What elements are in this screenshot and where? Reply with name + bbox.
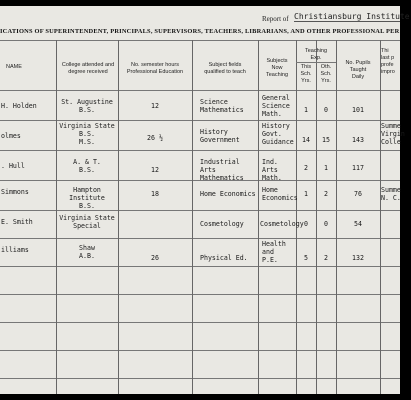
table-row-this-sch: 0 bbox=[304, 220, 308, 228]
rule bbox=[0, 266, 400, 267]
table-row-name: olmes bbox=[1, 132, 21, 140]
table-row-name: . Hull bbox=[1, 162, 25, 170]
school-name: Christiansburg Institute bbox=[294, 12, 410, 21]
exp-header-rule bbox=[296, 62, 336, 63]
rule bbox=[0, 378, 400, 379]
table-row-oth-sch: 2 bbox=[324, 254, 328, 262]
table-row-this-sch: 2 bbox=[304, 164, 308, 172]
table-row-college: Virginia State Special bbox=[59, 214, 115, 230]
column-divider bbox=[336, 40, 337, 394]
table-row-oth-sch: 1 bbox=[324, 164, 328, 172]
column-divider bbox=[380, 40, 381, 394]
rule bbox=[0, 294, 400, 295]
table-row-fields: Cosmetology bbox=[200, 220, 244, 228]
table-row-this-sch: 5 bbox=[304, 254, 308, 262]
report-of-label: Report of bbox=[262, 15, 289, 23]
table-row-this-sch: 14 bbox=[302, 136, 310, 144]
rule bbox=[0, 350, 400, 351]
header-teaching-exp: Teaching Exp. bbox=[304, 48, 328, 61]
table-row-pupils: 54 bbox=[354, 220, 362, 228]
table-row-subjects: Home Economics bbox=[262, 186, 298, 202]
table-row-hours: 26 ½ bbox=[147, 134, 163, 142]
column-divider bbox=[118, 40, 119, 394]
table-row-name: H. Holden bbox=[1, 102, 37, 110]
rule bbox=[0, 120, 400, 121]
table-row-hours: 12 bbox=[151, 102, 159, 110]
column-divider bbox=[296, 40, 297, 394]
table-row-pupils: 76 bbox=[354, 190, 362, 198]
rule bbox=[0, 238, 400, 239]
column-divider bbox=[316, 40, 317, 394]
table-row-college: Shaw A.B. bbox=[79, 244, 95, 260]
header-name: NAME bbox=[6, 64, 22, 70]
table-row-college: A. & T. B.S. bbox=[73, 158, 101, 174]
header-pupils: No. Pupils Taught Daily bbox=[345, 60, 371, 80]
table-row-subjects: History Govt. Guidance bbox=[262, 122, 294, 146]
table-row-fields: Physical Ed. bbox=[200, 254, 248, 262]
rule bbox=[0, 150, 400, 151]
table-row-this-sch: 1 bbox=[304, 106, 308, 114]
table-row-fields: Science Mathematics bbox=[200, 98, 244, 114]
table-row-subjects: General Science Math. bbox=[262, 94, 290, 118]
header-college: College attended and degree received bbox=[61, 62, 115, 75]
table-row-pupils: 117 bbox=[352, 164, 364, 172]
table-row-this-sch: 1 bbox=[304, 190, 308, 198]
header-fields: Subject fields qualified to teach bbox=[204, 62, 246, 75]
table-row-pupils: 143 bbox=[352, 136, 364, 144]
rule bbox=[0, 90, 400, 91]
rule bbox=[0, 322, 400, 323]
table-row-hours: 26 bbox=[151, 254, 159, 262]
table-row-fields: Industrial Arts Mathematics bbox=[200, 158, 244, 182]
rule bbox=[0, 210, 400, 211]
table-row-last: Summe N. C. bbox=[381, 186, 401, 202]
table-row-name: illiams bbox=[1, 246, 29, 254]
header-subjects: Subjects Now Teaching bbox=[265, 58, 289, 78]
table-row-pupils: 101 bbox=[352, 106, 364, 114]
table-row-subjects: Ind. Arts Math. bbox=[262, 158, 282, 182]
header-hours: No. semester hours Professional Education bbox=[126, 62, 184, 75]
table-row-hours: 18 bbox=[151, 190, 159, 198]
form-title: ICATIONS OF SUPERINTENDENT, PRINCIPALS, SUPERVISORS, TEACHERS, LIBRARIANS, AND OTHER PROFESSIONAL PER bbox=[0, 28, 400, 35]
table-row-hours: 12 bbox=[151, 166, 159, 174]
table-row-oth-sch: 0 bbox=[324, 220, 328, 228]
header-oth-sch: Oth. Sch. Yrs. bbox=[320, 64, 332, 84]
column-divider bbox=[258, 40, 259, 394]
table-row-pupils: 132 bbox=[352, 254, 364, 262]
table-row-college: Virginia State B.S. M.S. bbox=[59, 122, 115, 146]
table-row-college: St. Augustine B.S. bbox=[61, 98, 113, 114]
table-row-name: E. Smith bbox=[1, 218, 33, 226]
rule bbox=[0, 40, 400, 41]
header-last-improvement: Thi last p profe impro bbox=[381, 48, 395, 75]
column-divider bbox=[192, 40, 193, 394]
table-row-oth-sch: 0 bbox=[324, 106, 328, 114]
header-this-sch: This Sch. Yrs. bbox=[300, 64, 312, 84]
table-row-last: Summe Virgin Colle bbox=[381, 122, 405, 146]
report-form-sheet bbox=[0, 6, 410, 394]
table-row-oth-sch: 2 bbox=[324, 190, 328, 198]
table-row-college: Hampton Institute B.S. bbox=[69, 186, 105, 210]
table-row-oth-sch: 15 bbox=[322, 136, 330, 144]
table-row-subjects: Health and P.E. bbox=[262, 240, 286, 264]
table-row-name: Simmons bbox=[1, 188, 29, 196]
table-row-fields: History Government bbox=[200, 128, 240, 144]
table-row-fields: Home Economics bbox=[200, 190, 256, 198]
table-row-subjects: Cosmetology bbox=[260, 220, 304, 228]
